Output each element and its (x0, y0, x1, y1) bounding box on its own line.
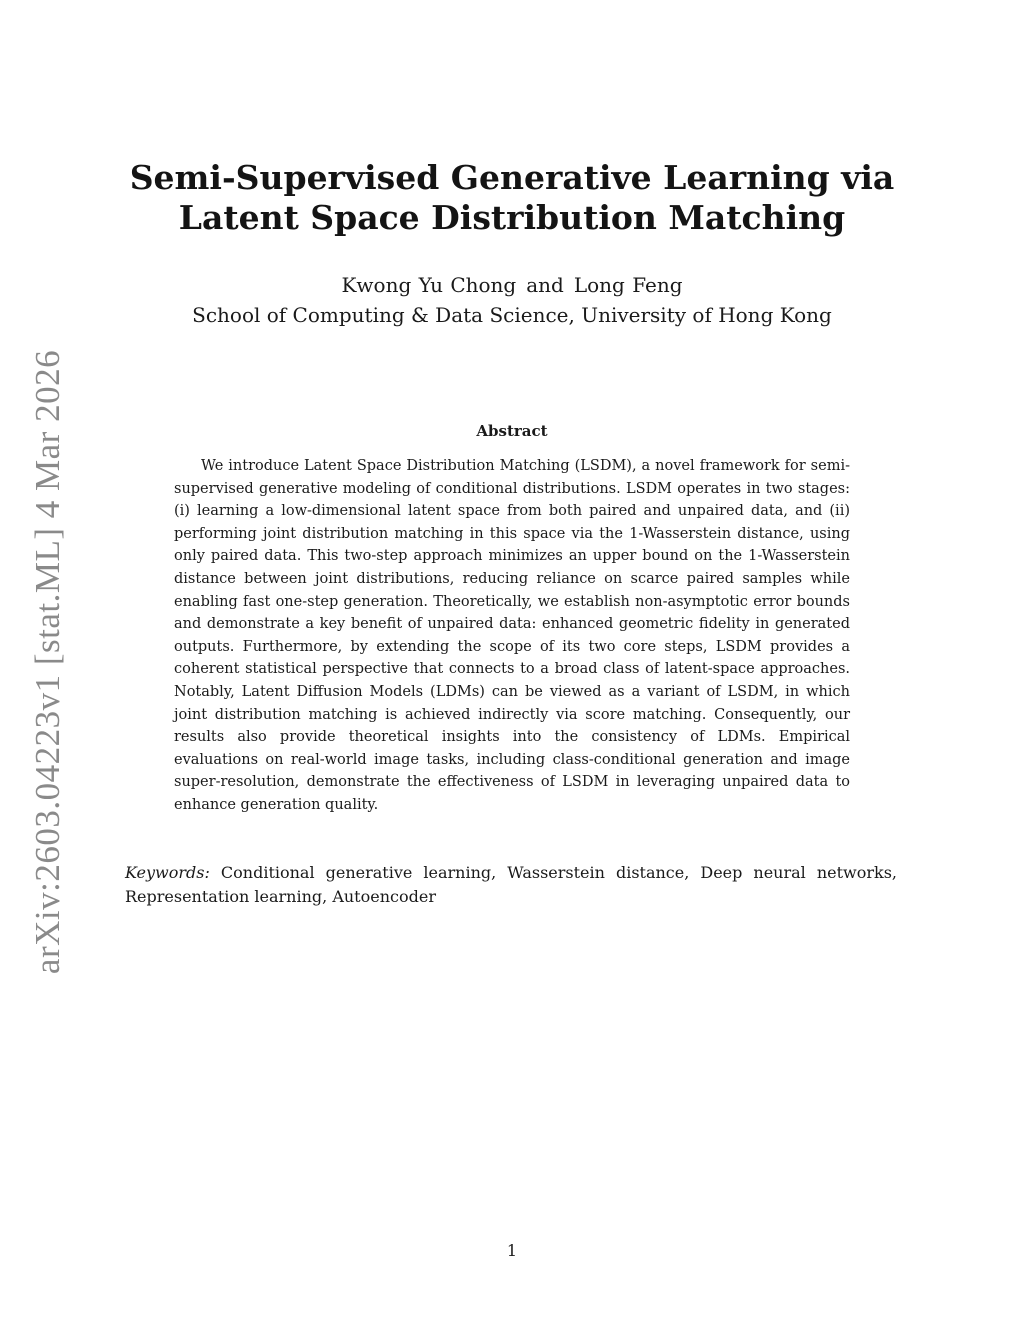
paper-title-line-2: Latent Space Distribution Matching (178, 198, 846, 237)
author-affiliation: School of Computing & Data Science, University of Hong Kong (192, 303, 832, 327)
keywords-text: Conditional generative learning, Wasserstein distance, Deep neural networks, Representation learning, Autoencoder (125, 863, 897, 906)
author-block (0, 270, 1024, 330)
author-name-1: Kwong Yu Chong (341, 273, 517, 297)
author-names (0, 270, 1024, 300)
author-name-2: Long Feng (573, 273, 683, 297)
keywords-section (125, 861, 897, 909)
keywords-label: Keywords: (125, 863, 210, 882)
abstract-heading: Abstract (476, 422, 548, 440)
paper-title-line-1: Semi-Supervised Generative Learning via (129, 158, 895, 197)
abstract-body: We introduce Latent Space Distribution Matching (LSDM), a novel framework for semi-supervised generative modeling of conditional distributions. LSDM operates in two stages: (i) learning a low-dimensional latent space from both paired and unpaired data, and (ii) performing joint distribution matching in this space via the 1-Wasserstein distance, using only paired data. This two-step approach minimizes an upper bound on the 1-Wasserstein distance between joint distributions, reducing reliance on scarce paired samples while enabling fast one-step generation. Theoretically, we establish non-asymptotic error bounds and demonstrate a key benefit of unpaired data: enhanced geometric fidelity in generated outputs. Furthermore, by extending the scope of its two core steps, LSDM provides a coherent statistical perspective that connects to a broad class of latent-space approaches. Notably, Latent Diffusion Models (LDMs) can be viewed as a variant of LSDM, in which joint distribution matching is achieved indirectly via score matching. Consequently, our results also provide theoretical insights into the consistency of LDMs. Empirical evaluations on real-world image tasks, including class-conditional generation and image super-resolution, demonstrate the effectiveness of LSDM in leveraging unpaired data to enhance generation quality. (174, 458, 850, 813)
paper-title (0, 158, 1024, 238)
arxiv-identifier-stamp: arXiv:2603.04223v1 [stat.ML] 4 Mar 2026 (28, 349, 67, 975)
author-separator: and (526, 273, 564, 297)
page-number: 1 (506, 1241, 518, 1260)
